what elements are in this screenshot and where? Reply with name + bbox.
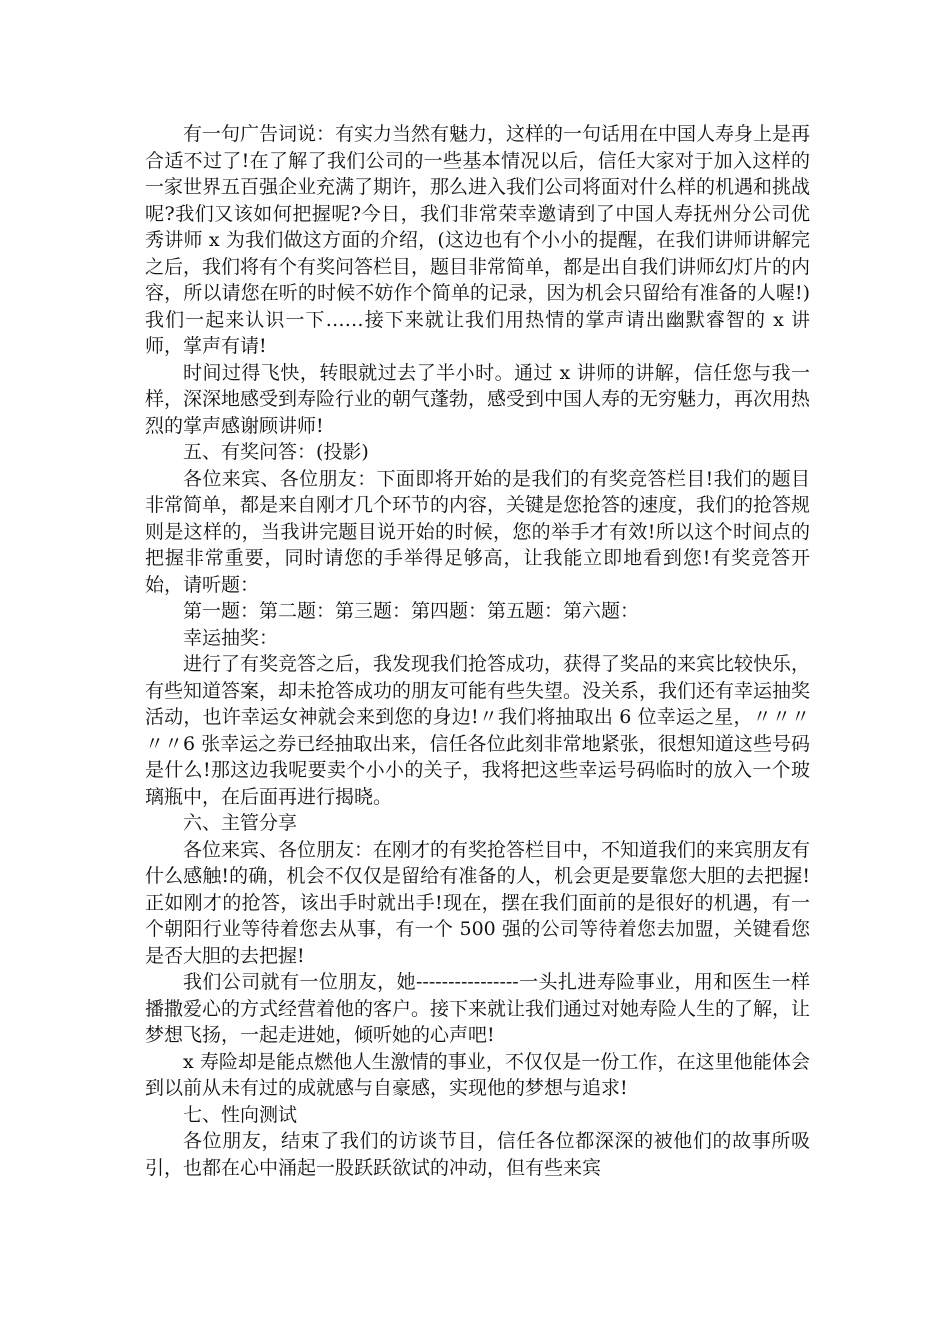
- paragraph-thanks: 时间过得飞快，转眼就过去了半小时。通过 x 讲师的讲解，信任您与我一样，深深地感受到寿险行业的朝气蓬勃，感受到中国人寿的无穷魅力，再次用热烈的掌声感谢顾讲师!: [145, 361, 811, 437]
- paragraph-colleague-story: 我们公司就有一位朋友，她----------------一头扎进寿险事业，用和医生一样播撒爱心的方式经营着他的客户。接下来就让我们通过对她寿险人生的了解，让梦想飞扬，一起走进她，倾听她的心声吧!: [145, 971, 811, 1046]
- paragraph-manager-share: 各位来宾、各位朋友：在刚才的有奖抢答栏目中，不知道我们的来宾朋友有什么感触!的确，机会不仅仅是留给有准备的人，机会更是要靠您大胆的去把握!正如刚才的抢答，该出手时就出手!现在，摆在我们面前的是很好的机遇，有一个朝阳行业等待着您去从事，有一个 500 强的公司等待着您去加盟，关键看您是否大胆的去把握!: [145, 838, 811, 967]
- document-body: [145, 121, 810, 1181]
- section-heading-manager-share: 六、主管分享: [183, 812, 298, 834]
- paragraph-quiz-rules: 各位来宾、各位朋友：下面即将开始的是我们的有奖竞答栏目!我们的题目非常简单，都是来自刚才几个环节的内容，关键是您抢答的速度，我们的抢答规则是这样的，当我讲完题目说开始的时候，您的举手才有效!所以这个时间点的把握非常重要，同时请您的手举得足够高，让我能立即地看到您!有奖竞答开始，请听题：: [145, 467, 811, 596]
- section-heading-quiz: 五、有奖问答：(投影): [183, 441, 369, 463]
- section-heading-lucky-draw: 幸运抽奖：: [183, 626, 279, 649]
- paragraph-career-passion: x 寿险却是能点燃他人生激情的事业，不仅仅是一份工作，在这里他能体会到以前从未有过的成就感与自豪感，实现他的梦想与追求!: [145, 1050, 810, 1099]
- paragraph-lucky-draw: 进行了有奖竞答之后，我发现我们抢答成功，获得了奖品的来宾比较快乐，有些知道答案，却未抢答成功的朋友可能有些失望。没关系，我们还有幸运抽奖活动，也许幸运女神就会来到您的身边!〃我们将抽取出 6 位幸运之星，〃〃〃〃〃6 张幸运之券已经抽取出来，信任各位此刻非常地紧张，很想知道这些号码是什么!那这边我呢要卖个小小的关子，我将把这些幸运号码临时的放入一个玻璃瓶中，在后面再进行揭晓。: [145, 653, 811, 808]
- quiz-questions-line: 第一题：第二题：第三题：第四题：第五题：第六题：: [183, 600, 640, 622]
- section-heading-aptitude-test: 七、性向测试: [183, 1103, 298, 1126]
- paragraph-intro: 有一句广告词说：有实力当然有魅力，这样的一句话用在中国人寿身上是再合适不过了!在了解了我们公司的一些基本情况以后，信任大家对于加入这样的一家世界五百强企业充满了期许，那么进入我们公司将面对什么样的机遇和挑战呢?我们又该如何把握呢?今日，我们非常荣幸邀请到了中国人寿抚州分公司优秀讲师 x 为我们做这方面的介绍，(这边也有个小小的提醒，在我们讲师讲解完之后，我们将有个有奖问答栏目，题目非常简单，都是出自我们讲师幻灯片的内容，所以请您在听的时候不妨作个简单的记录，因为机会只留给有准备的人喔!)我们一起来认识一下……接下来就让我们用热情的掌声请出幽默睿智的 x 讲师，掌声有请!: [145, 123, 811, 357]
- paragraph-aptitude-test: 各位朋友，结束了我们的访谈节目，信任各位都深深的被他们的故事所吸引，也都在心中涌起一股跃跃欲试的冲动，但有些来宾: [145, 1130, 810, 1179]
